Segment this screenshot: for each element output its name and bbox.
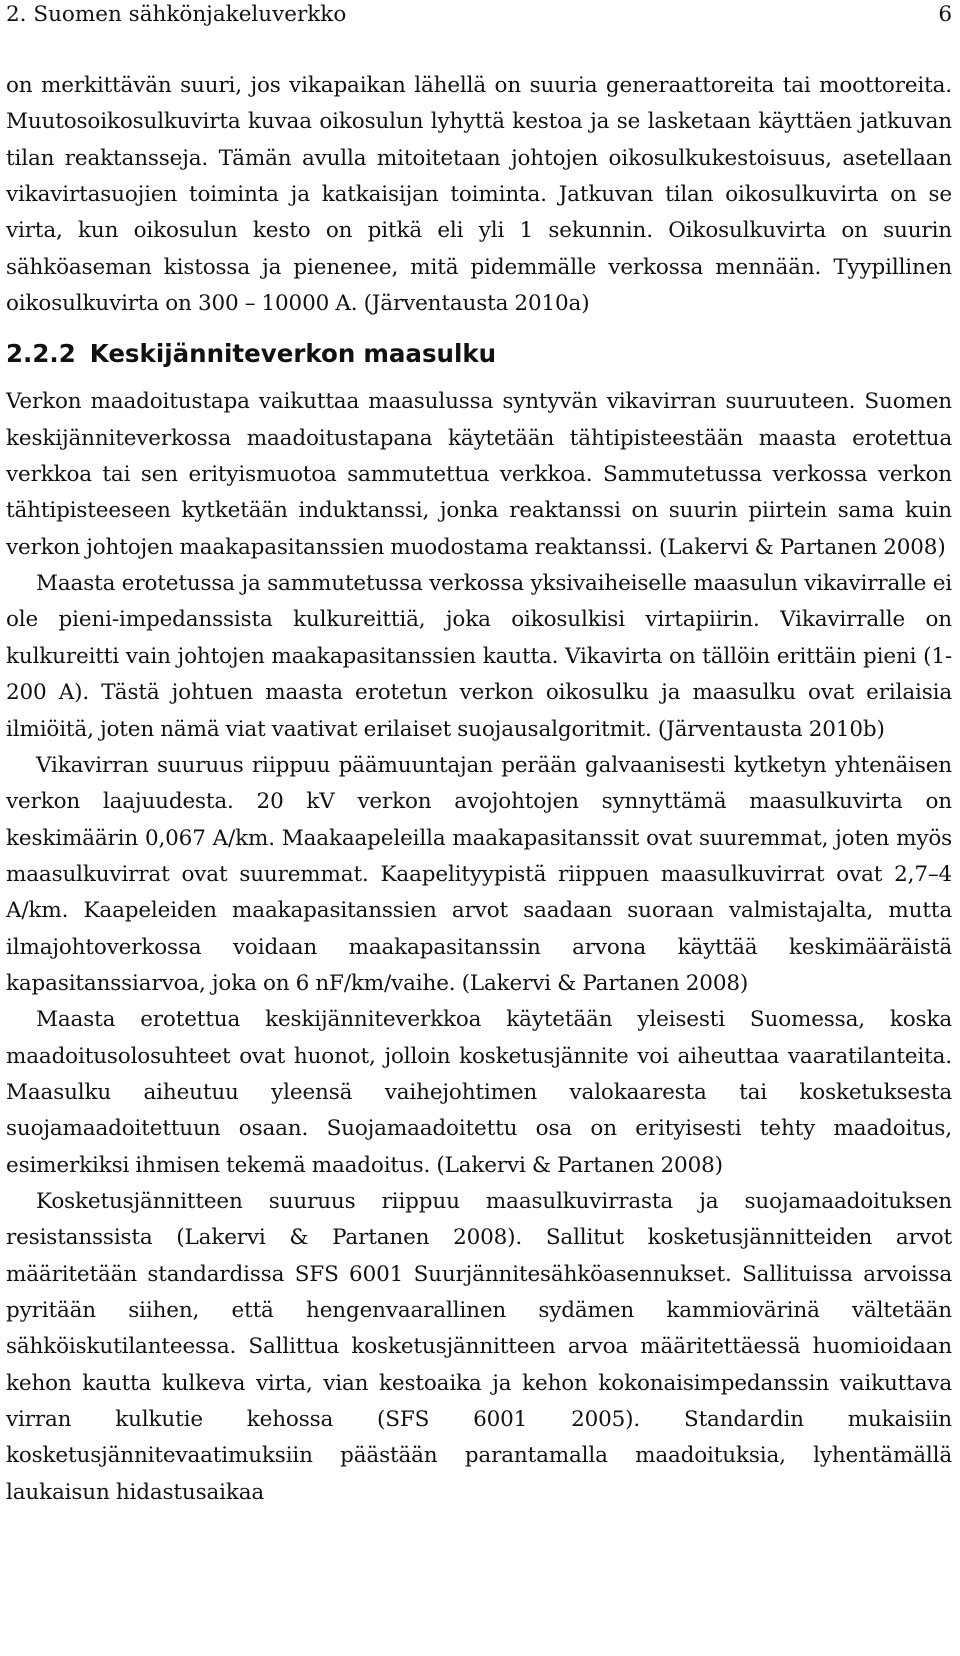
paragraph: Maasta erotettua keskijänniteverkkoa käytetään yleisesti Suomessa, koska maadoitusolosuhteet ovat huonot, jolloin kosketusjännite voi aiheuttaa vaaratilanteita. Maasulku aiheutuu yleensä vaihejohtimen valokaaresta tai kosketuksesta suojamaadoitettuun osaan. Suojamaadoitettu osa on erityisesti tehty maadoitus, esimerkiksi ihmisen tekemä maadoitus. (Lakervi & Partanen 2008) [6,1007,952,1178]
paragraph: Verkon maadoitustapa vaikuttaa maasulussa syntyvän vikavirran suuruuteen. Suomen keskijänniteverkossa maadoitustapana käytetään tähtipisteestään maasta erotettua verkkoa tai sen erityismuotoa sammutettua verkkoa. Sammutetussa verkossa verkon tähtipisteeseen kytketään induktanssi, jonka reaktanssi on suurin piirtein sama kuin verkon johtojen maakapasitanssien muodostama reaktanssi. (Lakervi & Partanen 2008) [6,389,952,560]
section-number: 2.2.2 [6,339,76,369]
paragraph: Kosketusjännitteen suuruus riippuu maasulkuvirrasta ja suojamaadoituksen resistanssista (Lakervi & Partanen 2008). Sallitut kosketusjännitteiden arvot määritetään standardissa SFS 6001 Suurjännitesähköasennukset. Sallituissa arvoissa pyritään siihen, että hengenvaarallinen sydämen kammiovärinä vältetään sähköiskutilanteessa. Sallittua kosketusjännitteen arvoa määritettäessä huomioidaan kehon kautta kulkeva virta, vian kestoaika ja kehon kokonaisimpedanssin vaikuttava virran kulkutie kehossa (SFS 6001 2005). Standardin mukaisiin kosketusjännitevaatimuksiin päästään parantamalla maadoituksia, lyhentämällä laukaisun hidastusaikaa [6,1188,952,1505]
chapter-title: 2. Suomen sähkönjakeluverkko [6,2,347,27]
section-title: Keskijänniteverkon maasulku [89,339,497,369]
paragraph-continued: on merkittävän suuri, jos vikapaikan lähellä on suuria generaattoreita tai moottoreita. Muutosoikosulkuvirta kuvaa oikosulun lyhyttä kestoa ja se lasketaan käyttäen jatkuvan tilan reaktansseja. Tämän avulla mitoitetaan johtojen oikosulkukestoisuus, asetellaan vikavirtasuojien toiminta ja katkaisijan toiminta. Jatkuvan tilan oikosulkuvirta on se virta, kun oikosulun kesto on pitkä eli yli 1 sekunnin. Oikosulkuvirta on suurin sähköaseman kistossa ja pienenee, mitä pidemmälle verkossa mennään. Tyypillinen oikosulkuvirta on 300 – 10000 A. (Järventausta 2010a) [6,73,952,317]
body-text [6,68,952,1511]
section-heading [6,336,952,372]
paragraph: Vikavirran suuruus riippuu päämuuntajan perään galvaanisesti kytketyn yhtenäisen verkon laajuudesta. 20 kV verkon avojohtojen synnyttämä maasulkuvirta on keskimäärin 0,067 A/km. Maakaapeleilla maakapasitanssit ovat suuremmat, joten myös maasulkuvirrat ovat suuremmat. Kaapelityypistä riippuen maasulkuvirrat ovat 2,7–4 A/km. Kaapeleiden maakapasitanssien arvot saadaan suoraan valmistajalta, mutta ilmajohtoverkossa voidaan maakapasitanssin arvona käyttää keskimääräistä kapasitanssiarvoa, joka on 6 nF/km/vaihe. (Lakervi & Partanen 2008) [6,752,952,996]
document-page [6,0,952,1511]
page-number: 6 [938,2,952,27]
running-head [6,0,952,30]
paragraph: Maasta erotetussa ja sammutetussa verkossa yksivaiheiselle maasulun vikavirralle ei ole pieni-impedanssista kulkureittiä, joka oikosulkisi virtapiirin. Vikavirralle on kulkureitti vain johtojen maakapasitanssien kautta. Vikavirta on tällöin erittäin pieni (1-200 A). Tästä johtuen maasta erotetun verkon oikosulku ja maasulku ovat erilaisia ilmiöitä, joten nämä viat vaativat erilaiset suojausalgoritmit. (Järventausta 2010b) [6,571,952,742]
